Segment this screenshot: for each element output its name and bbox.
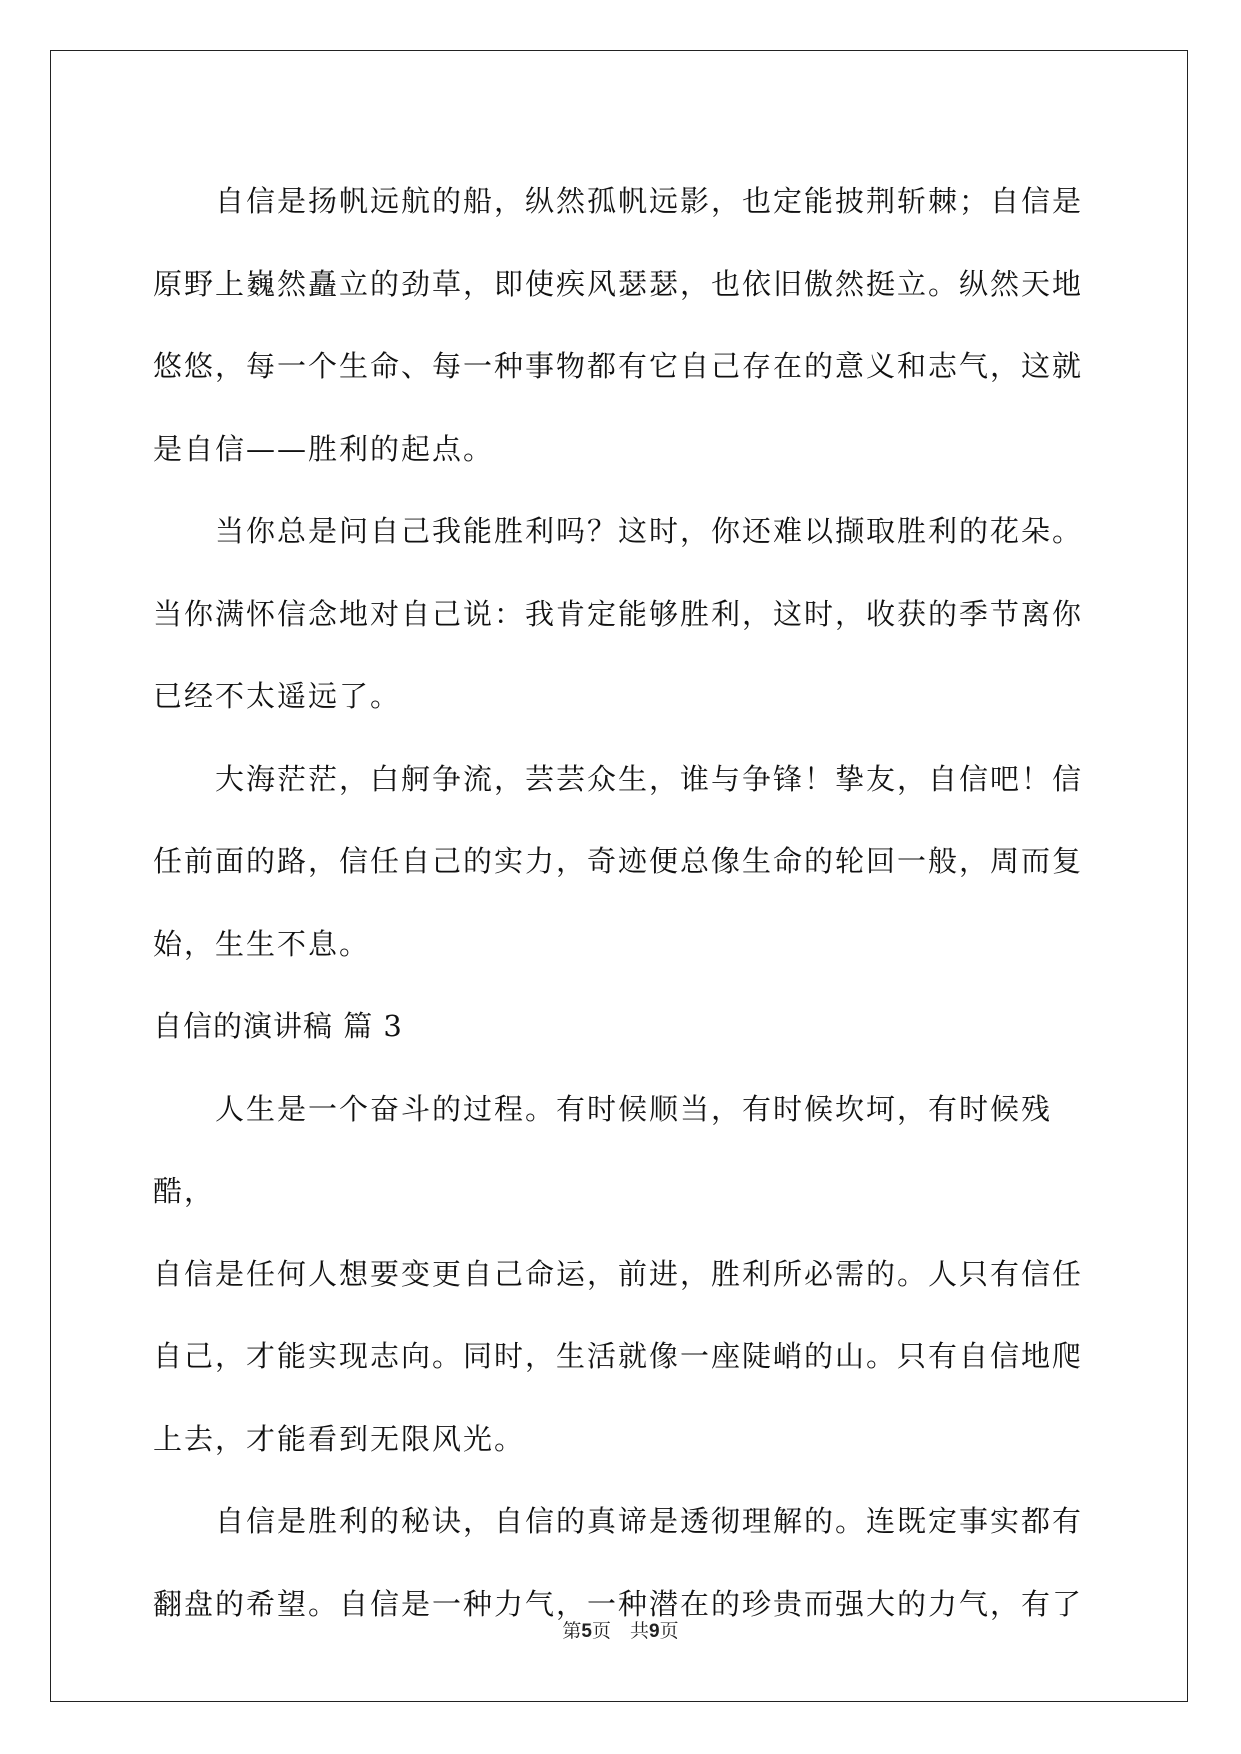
footer-suffix: 页	[659, 1620, 679, 1642]
paragraph-vast-sea: 大海茫茫，白舸争流，芸芸众生，谁与争锋！挚友，自信吧！信 任前面的路，信任自己的实力，奇迹便总像生命的轮回一般，周而复 始，生生不息。	[153, 761, 1084, 961]
paragraph-life-struggle: 人生是一个奋斗的过程。有时候顺当，有时候坎坷，有时候残酷， 自信是任何人想要变更自己命运，前进，胜利所必需的。人只有信任 自己，才能实现志向。同时，生活就像一座陡峭的山。只有自信地爬 上去，才能看到无限风光。	[153, 1091, 1084, 1456]
total-pages-number: 9	[649, 1621, 660, 1642]
document-body	[153, 160, 1093, 1645]
paragraph-confidence-sail: 自信是扬帆远航的船，纵然孤帆远影，也定能披荆斩棘；自信是 原野上巍然矗立的劲草，即使疾风瑟瑟，也依旧傲然挺立。纵然天地 悠悠，每一个生命、每一种事物都有它自己存在的意义和志气，这就 是自信——胜利的起点。	[153, 184, 1084, 466]
section-heading: 自信的演讲稿 篇 3	[153, 1009, 403, 1043]
paragraph-ask-yourself: 当你总是问自己我能胜利吗？这时，你还难以撷取胜利的花朵。 当你满怀信念地对自己说：我肯定能够胜利，这时，收获的季节离你 已经不太遥远了。	[153, 514, 1084, 713]
footer-middle: 页 共	[591, 1620, 649, 1642]
page-footer	[0, 1616, 1241, 1643]
footer-prefix: 第	[562, 1620, 582, 1642]
paragraph-secret-of-victory: 自信是胜利的秘诀，自信的真谛是透彻理解的。连既定事实都有 翻盘的希望。自信是一种力气，一种潜在的珍贵而强大的力气，有了	[153, 1504, 1084, 1621]
current-page-number: 5	[581, 1621, 592, 1642]
